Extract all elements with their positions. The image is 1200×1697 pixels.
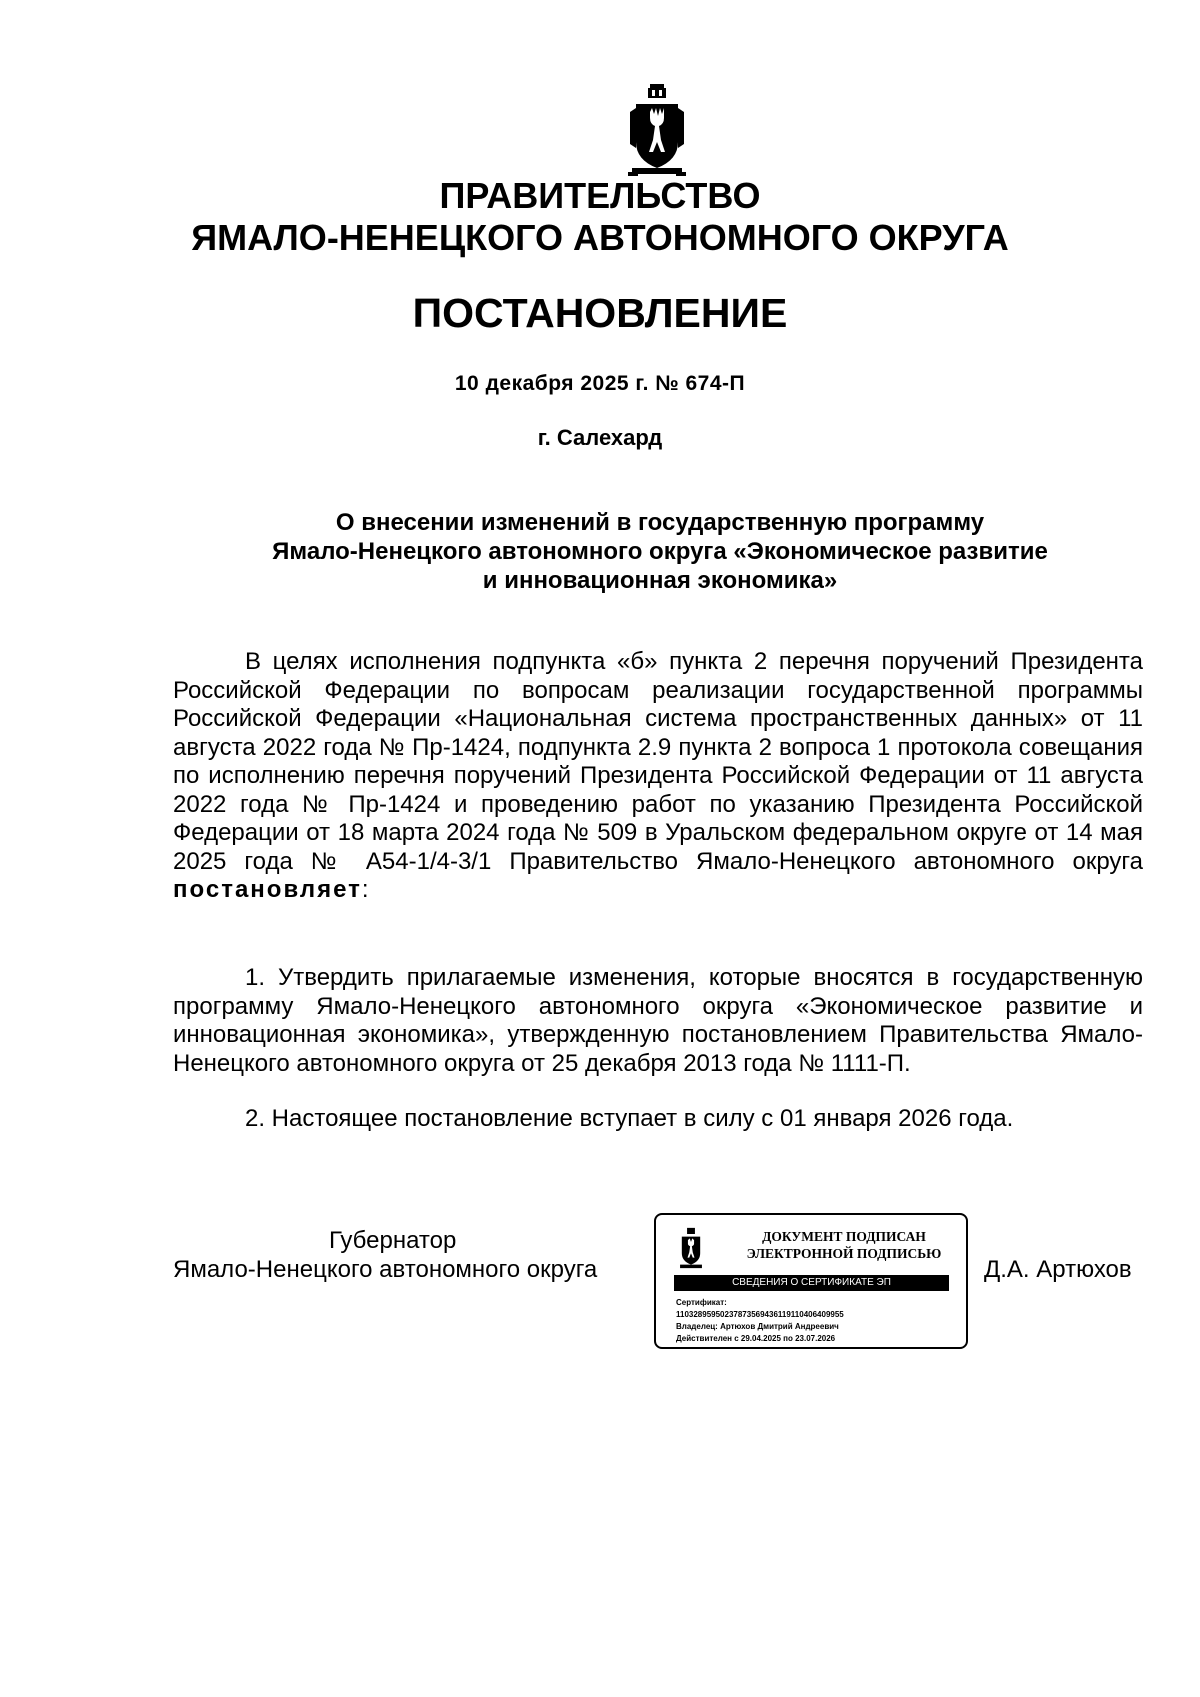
subject-line3: и инновационная экономика» — [482, 567, 838, 594]
stamp-certificate-info — [676, 1297, 961, 1345]
subject-line2: Ямало-Ненецкого автономного округа «Экономическое развитие — [272, 538, 1048, 565]
document-type-title: ПОСТАНОВЛЕНИЕ — [412, 290, 788, 336]
signatory-position-line2: Ямало-Ненецкого автономного округа — [173, 1255, 598, 1283]
stamp-cert-label: Сертификат: — [676, 1298, 727, 1307]
signatory-position-line1: Губернатор — [329, 1227, 457, 1254]
government-title-line1: ПРАВИТЕЛЬСТВО — [439, 175, 761, 216]
stamp-owner: Владелец: Артюхов Дмитрий Андреевич — [676, 1322, 839, 1331]
stamp-emblem-icon — [678, 1227, 704, 1269]
item-2-text: 2. Настоящее постановление вступает в силу с 01 января 2026 года. — [245, 1105, 1014, 1132]
stamp-title-line2: ЭЛЕКТРОННОЙ ПОДПИСЬЮ — [746, 1246, 942, 1261]
subject-line1: О внесении изменений в государственную программу — [335, 509, 985, 536]
coat-of-arms-emblem — [628, 82, 686, 178]
stamp-validity: Действителен с 29.04.2025 по 23.07.2026 — [676, 1334, 836, 1343]
item-2-paragraph — [173, 1105, 1143, 1134]
decree-colon: : — [361, 876, 369, 903]
document-date-number: 10 декабря 2025 г. № 674-П — [454, 372, 746, 395]
electronic-signature-stamp — [654, 1213, 968, 1349]
stamp-cert-number: 11032895950237873569436119110406409955 — [676, 1310, 844, 1319]
decree-word: постановляет — [173, 876, 362, 903]
stamp-title — [724, 1228, 964, 1262]
signatory-name: Д.А. Артюхов — [984, 1256, 1132, 1283]
preamble-text: В целях исполнения подпункта «б» пункта 2 перечня поручений Президента Российской Федерации по вопросам реализации государственной программы Российской Федерации «Национальная система пространственных данных» от 11 августа 2022 года № Пр-1424, подпункта 2.9 пункта 2 вопроса 1 протокола совещания по исполнению перечня поручений Президента Российской Федерации от 11 августа 2022 года № Пр-1424 и проведению работ по указанию Президента Российской Федерации от 18 марта 2024 года № 509 в Уральском федеральном округе от 14 мая 2025 года № А54-1/4-3/1 Правительство Ямало-Ненецкого автономного округа — [173, 648, 1143, 875]
document-subject — [160, 508, 1160, 595]
signatory-position — [173, 1227, 643, 1284]
preamble-paragraph — [173, 648, 1143, 905]
stamp-title-line1: ДОКУМЕНТ ПОДПИСАН — [762, 1229, 926, 1244]
stamp-certificate-bar: СВЕДЕНИЯ О СЕРТИФИКАТЕ ЭП — [674, 1275, 949, 1291]
government-title-line2: ЯМАЛО-НЕНЕЦКОГО АВТОНОМНОГО ОКРУГА — [191, 217, 1009, 258]
item-1-text: 1. Утвердить прилагаемые изменения, которые вносятся в государственную программу Ямало-Ненецкого автономного округа «Экономическое развитие и инновационная экономика», утвержденную постановлением Правительства Ямало-Ненецкого автономного округа от 25 декабря 2013 года № 1111-П. — [173, 964, 1143, 1077]
document-city: г. Салехард — [537, 425, 663, 450]
item-1-paragraph — [173, 964, 1143, 1078]
